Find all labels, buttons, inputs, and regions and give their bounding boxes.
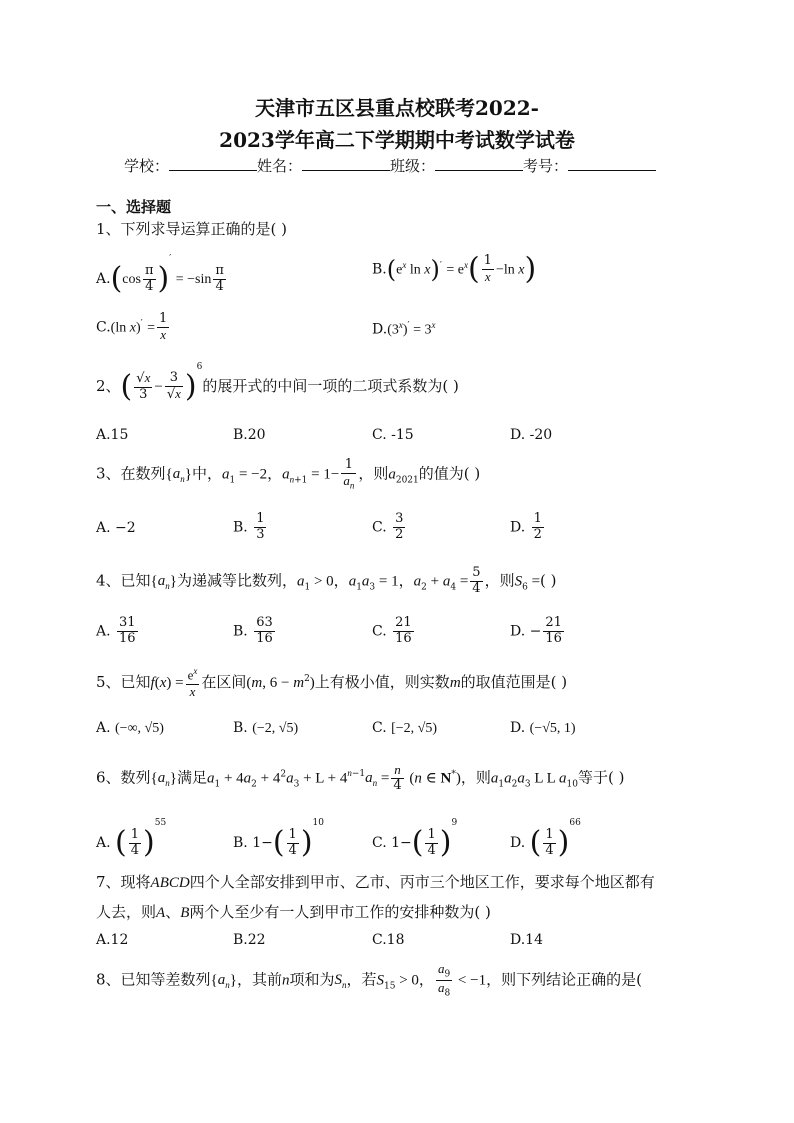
q6-option-b: B. 1−( $\frac{1}{4}$ )$^{10}$	[233, 818, 324, 860]
q1-option-b: $B.(e^x$ $\ln x)' = e^x$( $\frac{1}{x}$ −ln x)	[372, 251, 537, 287]
q4-option-a: A. $\frac{31}{16}$	[96, 615, 136, 646]
q6-option-d: D. ( $\frac{1}{4}$ )$^{66}$	[510, 818, 581, 860]
q4-stem: 4、已知$\{a_n\}$为递减等比数列，$a_1 > 0$，$a_1a_3 = 1$，$a_2 + a_4$ = $\frac{5}{4}$ ，则$S_6$ =( )	[96, 565, 557, 596]
q7-option-d: D.14	[510, 932, 543, 948]
q5-option-a: A. (−∞, √5)	[96, 720, 164, 736]
school-label: 学校：	[124, 157, 170, 175]
id-blank[interactable]	[568, 156, 656, 171]
q8-stem: 8、已知等差数列$\{a_n\}$，其前n项和为$S_n$，若$S_{15} > 0$， $\frac{a_9}{a_8}$ < −1，则下列结论正确的是(	[96, 961, 642, 999]
name-label: 姓名：	[257, 157, 303, 175]
q7-option-b: B.22	[233, 932, 266, 948]
q6-option-c: C. 1−( $\frac{1}{4}$ )$^9$	[372, 818, 458, 860]
title-line-1: 天津市五区县重点校联考2022-	[255, 96, 539, 120]
student-info-row	[124, 155, 656, 176]
class-blank[interactable]	[435, 156, 523, 171]
name-blank[interactable]	[302, 156, 390, 171]
id-label: 考号：	[523, 157, 569, 175]
section-title: 一、选择题	[96, 198, 172, 216]
q1-option-c: C.(ln x)′ = $\frac{1}{x}$	[96, 311, 168, 342]
class-label: 班级：	[390, 157, 436, 175]
q5-option-b: B. (−2, √5)	[233, 720, 299, 736]
q3-option-a: A. −2	[96, 520, 136, 536]
q4-option-d: D. − $\frac{21}{16}$	[510, 615, 562, 646]
q3-option-b: B. $\frac{1}{3}$	[233, 511, 265, 542]
q2-stem: 2、( $\frac{√x}{3}$ − $\frac{3}{√x}$ )$^6$的展开式的中间一项的二项式系数为( )	[96, 362, 459, 404]
q5-stem: 5、已知f(x) = $\frac{e^x}{x}$ 在区间(m, $6 - m^2$)上有极小值，则实数m的取值范围是( )	[96, 666, 568, 700]
q2-option-b: B.20	[233, 427, 266, 443]
q4-option-b: B. $\frac{63}{16}$	[233, 615, 273, 646]
q3-stem: 3、在数列$\{a_n\}$中，$a_1 = -2$，$a_{n+1} = 1-$ $\frac{1}{a_n}$ ，则$a_{2021}$的值为( )	[96, 457, 481, 491]
q5-option-c: C. [−2, √5)	[372, 720, 438, 736]
q1-stem: 1、下列求导运算正确的是( )	[96, 220, 288, 238]
q7-line-1: 7、现将ABCD四个人全部安排到甲市、乙市、丙市三个地区工作，要求每个地区都有	[96, 873, 655, 891]
q3-option-d: D. $\frac{1}{2}$	[510, 511, 542, 542]
q2-option-a: A.15	[96, 427, 129, 443]
q7-option-a: A.12	[96, 932, 129, 948]
q6-stem: 6、数列$\{a_n\}$满足$a_1 + 4a_2 + 4^2a_3 + L + 4^{n-1}a_n$ = $\frac{n}{4}$ (n ∈ N*)，则$a_1a_2a_3$ L L $a_{10}$等于( )	[96, 762, 625, 793]
q5-option-d: D. (−√5, 1)	[510, 720, 576, 736]
title-line-2: 2023学年高二下学期期中考试数学试卷	[219, 128, 575, 152]
q2-option-d: D. -20	[510, 427, 553, 443]
q7-option-c: C.18	[372, 932, 405, 948]
q7-line-2: 人去，则A、B两个人至少有一人到甲市工作的安排种数为( )	[96, 903, 491, 921]
q1-option-a: A.(cos $\frac{\pi}{4}$ )′ = −sin $\frac{\pi}{4}$	[96, 254, 224, 296]
school-blank[interactable]	[169, 156, 257, 171]
q3-option-c: C. $\frac{3}{2}$	[372, 511, 404, 542]
q4-option-c: C. $\frac{21}{16}$	[372, 615, 412, 646]
q1-option-d: $D.(3^x)' = 3^x$	[372, 320, 436, 338]
q2-option-c: C. -15	[372, 427, 414, 443]
q6-option-a: A. ( $\frac{1}{4}$ )$^{55}$	[96, 818, 167, 860]
